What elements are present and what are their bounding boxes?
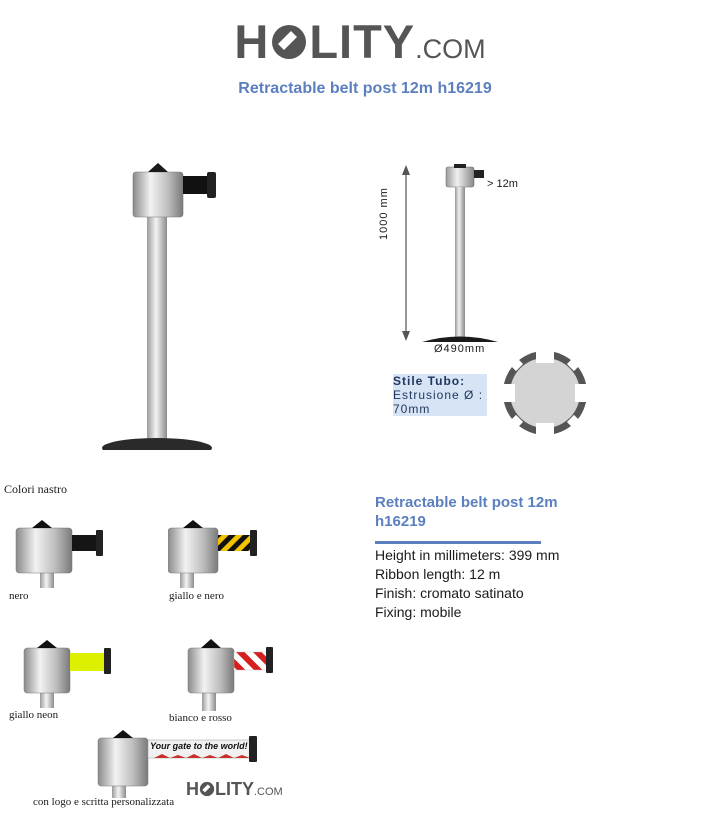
variant-label: nero bbox=[9, 590, 29, 602]
spec-item: Finish: cromato satinato bbox=[375, 585, 524, 601]
variant-giallo-neon-image bbox=[22, 638, 122, 708]
tube-spec-label bbox=[393, 374, 487, 416]
logo-prefix: H bbox=[234, 15, 270, 68]
spec-item: Height in millimeters: 399 mm bbox=[375, 547, 560, 563]
spec-item: Ribbon length: 12 m bbox=[375, 566, 501, 582]
watermark-domain: .COM bbox=[254, 786, 283, 798]
height-label: 1000 mm bbox=[378, 187, 390, 240]
brand-logo[interactable] bbox=[0, 14, 720, 69]
tube-line2: 70mm bbox=[393, 402, 431, 416]
title-divider bbox=[375, 541, 541, 544]
watermark-logo bbox=[186, 779, 283, 800]
ribbon-length-label: > 12m bbox=[487, 178, 518, 190]
logo-suffix: LITY bbox=[309, 15, 416, 68]
watermark-prefix: H bbox=[186, 779, 199, 799]
ribbon-colors-title: Colori nastro bbox=[4, 482, 67, 496]
watermark-o-icon bbox=[199, 781, 215, 797]
variant-giallo-nero-image bbox=[168, 518, 268, 588]
variant-nero-image bbox=[10, 518, 110, 588]
page-title: Retractable belt post 12m h16219 bbox=[238, 80, 492, 97]
tube-title: Stile Tubo: bbox=[393, 374, 466, 388]
tube-line1: Estrusione Ø : bbox=[393, 388, 484, 402]
spec-list bbox=[375, 546, 559, 622]
base-diameter-label: Ø490mm bbox=[434, 343, 486, 355]
logo-domain: .COM bbox=[415, 34, 486, 64]
variant-label: con logo e scritta personalizzata bbox=[33, 796, 175, 808]
variant-label: giallo neon bbox=[9, 709, 59, 721]
variant-label: bianco e rosso bbox=[169, 712, 232, 724]
spec-item: Fixing: mobile bbox=[375, 604, 462, 620]
product-title: Retractable belt post 12m h16219 bbox=[375, 494, 558, 530]
product-photo bbox=[40, 150, 340, 450]
variant-label: giallo e nero bbox=[169, 590, 224, 602]
watermark-suffix: LITY bbox=[215, 779, 254, 799]
variant-bianco-rosso-image bbox=[186, 636, 286, 711]
custom-tape-text: Your gate to the world! bbox=[150, 741, 248, 751]
logo-o-icon bbox=[270, 23, 308, 61]
